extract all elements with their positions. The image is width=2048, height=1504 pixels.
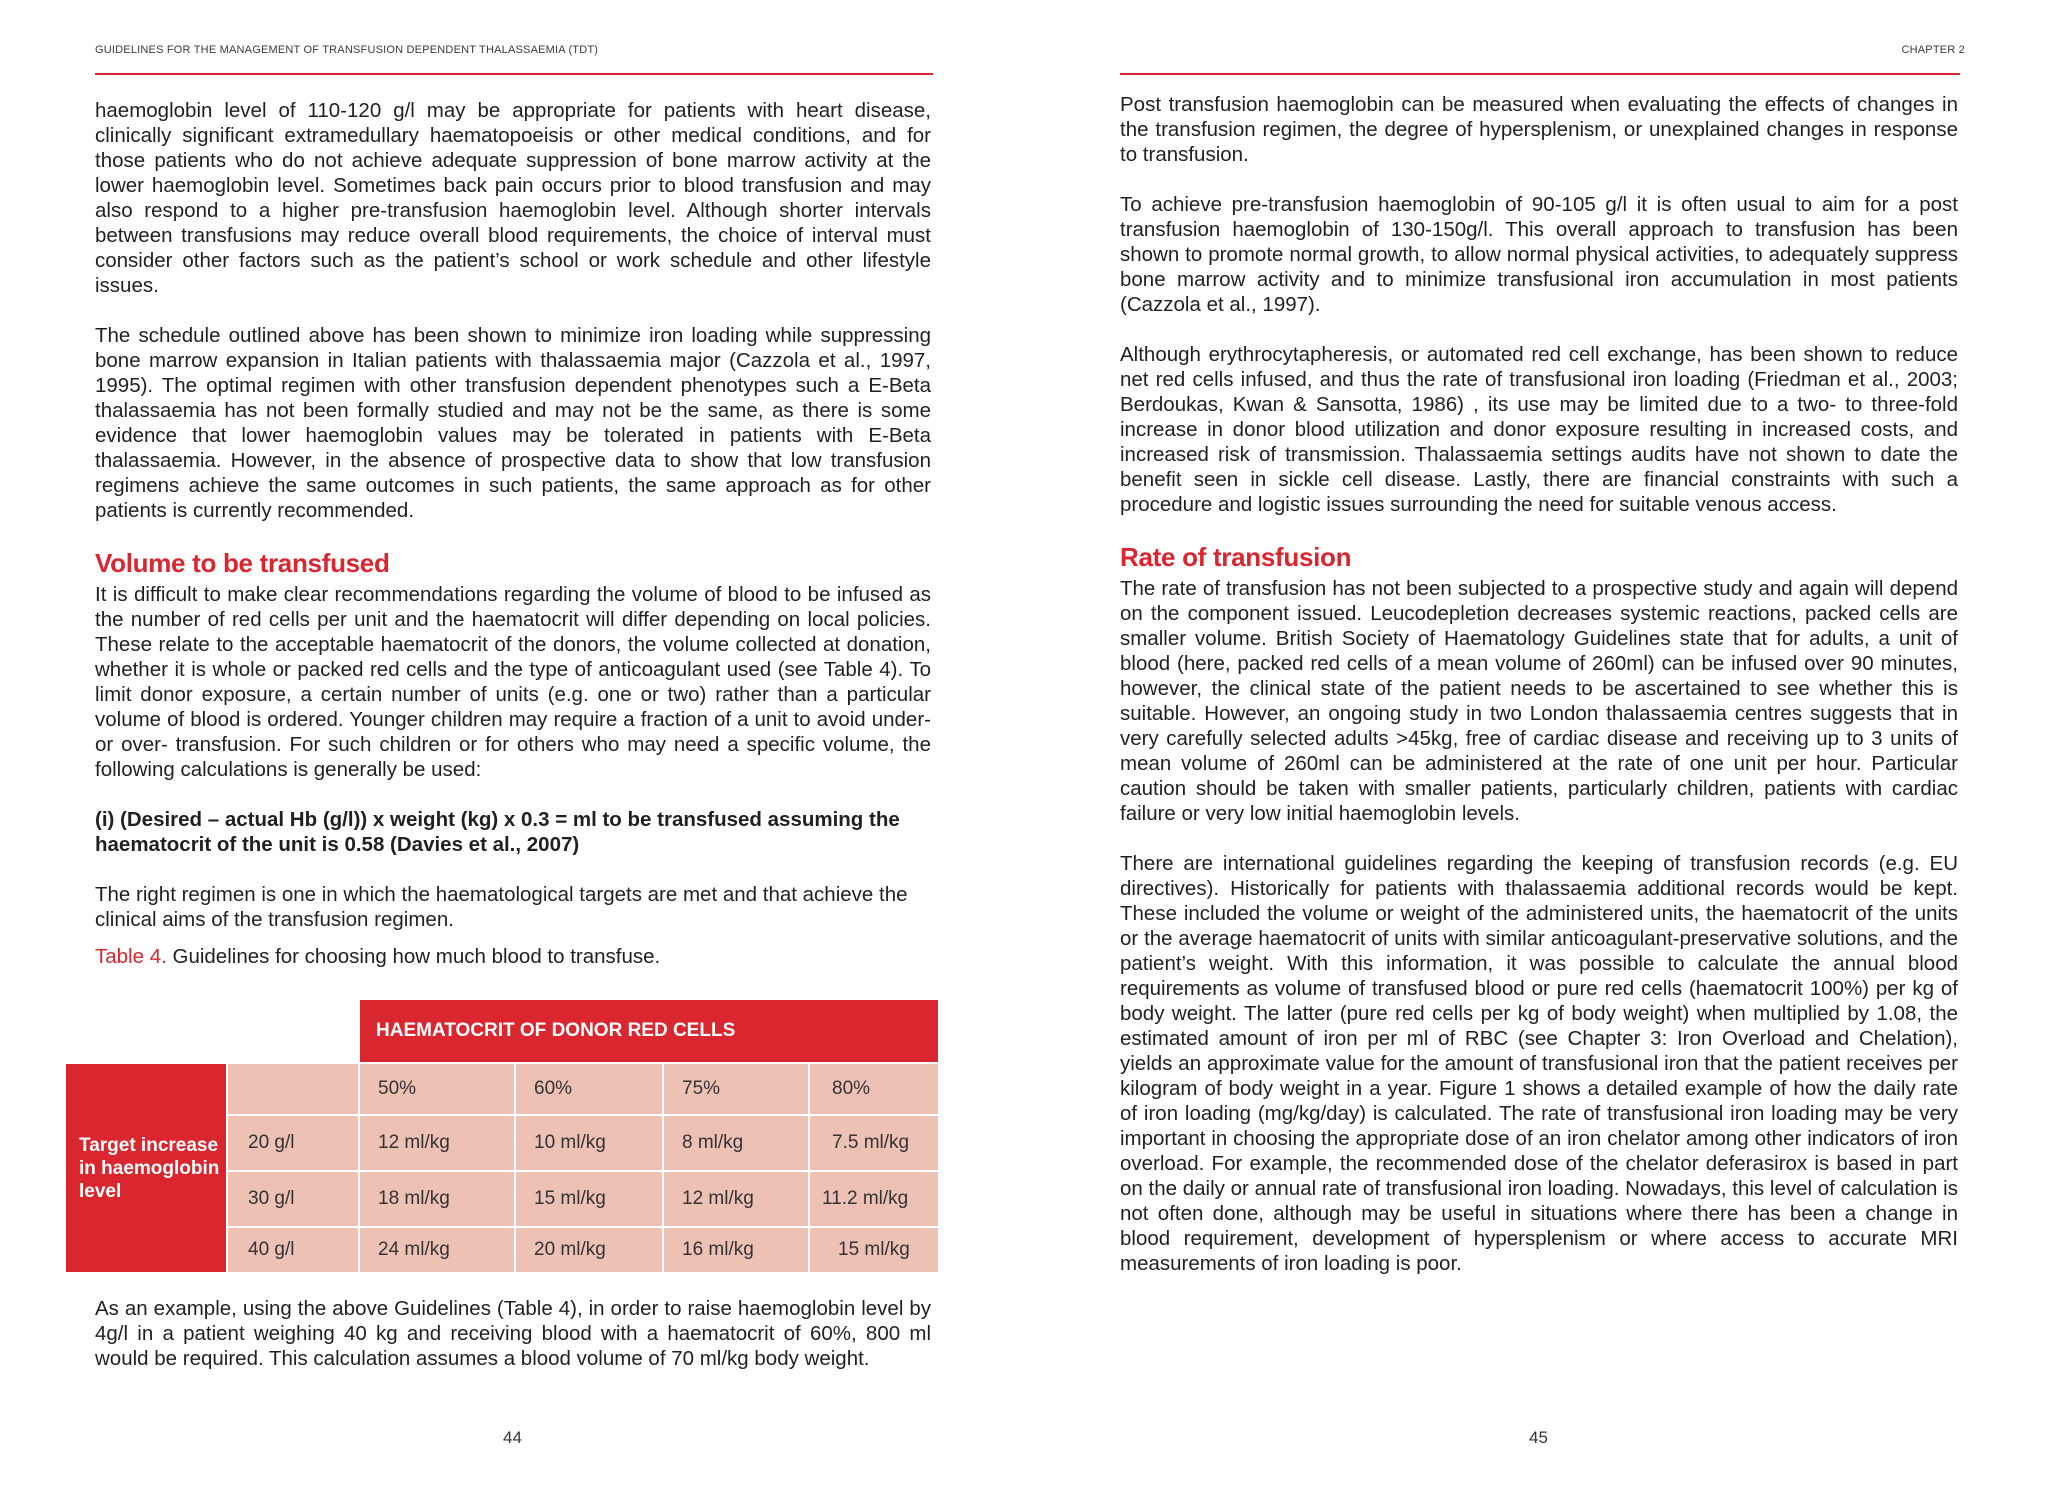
- page-number: 44: [503, 1428, 522, 1447]
- table-cell: 11.2 ml/kg: [810, 1172, 938, 1226]
- table-caption-text: Guidelines for choosing how much blood to transfuse.: [166, 945, 661, 968]
- left-page-footer-body: [95, 1296, 931, 1396]
- section-heading-volume: Volume to be transfused: [95, 548, 390, 578]
- table-caption: [95, 944, 931, 969]
- table-cell: 24 ml/kg: [360, 1228, 514, 1272]
- paragraph: To achieve pre-transfusion haemoglobin of 90-105 g/l it is often usual to aim for a post transfusion haemoglobin of 130-150g/l. This overall approach to transfusion has been shown to promote normal growth, to allow normal physical activities, to adequately suppress bone marrow activity and to minimize transfusional iron accumulation in most patients (Cazzola et al., 1997).: [1120, 193, 1958, 316]
- table-cell: 12 ml/kg: [664, 1172, 808, 1226]
- table-row-label: 30 g/l: [228, 1172, 358, 1226]
- header-rule-right: [1120, 73, 1960, 75]
- paragraph: There are international guidelines regarding the keeping of transfusion records (e.g. EU directives). Historically for patients with thalassaemia additional records would be kept. These included the volume or weight of the administered units, the haematocrit of the units or the average haematocrit of units with similar anticoagulant-preservative solutions, and the patient’s weight. With this information, it was possible to calculate the annual blood requirements as volume of transfused blood or pure red cells (haematocrit 100%) per kg of body weight. The latter (pure red cells per kg of body weight) when multiplied by 1.08, the estimated amount of iron per ml of RBC (see Chapter 3: Iron Overload and Chelation), yields an approximate value for the amount of transfusional iron that the patient receives per kilogram of body weight in a year. Figure 1 shows a detailed example of how the daily rate of iron loading (mg/kg/day) is calculated. The rate of transfusional iron loading may be very important in choosing the appropriate dose of an iron chelator among other indicators of iron overload. For example, the recommended dose of the chelator deferasirox is based in part on the daily or annual rate of transfusional iron loading. Nowadays, this level of calculation is not often done, although may be useful in situations where there has been a change in blood requirement, development of hypersplenism or where access to accurate MRI measurements of iron loading is poor.: [1120, 852, 1958, 1275]
- transfusion-volume-table: [66, 1000, 938, 1272]
- paragraph: As an example, using the above Guidelines (Table 4), in order to raise haemoglobin level by 4g/l in a patient weighing 40 kg and receiving blood with a haematocrit of 60%, 800 ml would be required. This calculation assumes a blood volume of 70 ml/kg body weight.: [95, 1297, 931, 1370]
- table-cell: 20 ml/kg: [516, 1228, 662, 1272]
- header-rule-left: [95, 73, 933, 75]
- table-cell: 15 ml/kg: [516, 1172, 662, 1226]
- paragraph: The rate of transfusion has not been subjected to a prospective study and again will depend on the component issued. Leucodepletion decreases systemic reactions, packed cells are smaller volume. British Society of Haematology Guidelines state that for adults, a unit of blood (here, packed red cells of a mean volume of 260ml) can be infused over 90 minutes, however, the clinical state of the patient needs to be ascertained to see whether this is suitable. However, an ongoing study in two London thalassaemia centres suggests that in very carefully selected adults >45kg, free of cardiac disease and receiving up to 3 units of mean volume of 260ml can be administered at the rate of one unit per hour. Particular caution should be taken with smaller patients, particularly children, patients with cardiac failure or very low initial haemoglobin levels.: [1120, 577, 1958, 825]
- table-header: HAEMATOCRIT OF DONOR RED CELLS: [360, 1000, 938, 1062]
- table-corner-cell: [228, 1064, 358, 1114]
- table-cell: 15 ml/kg: [810, 1228, 938, 1272]
- formula: (i) (Desired – actual Hb (g/l)) x weight (kg) x 0.3 = ml to be transfused assuming the haematocrit of the unit is 0.58 (Davies et al., 2007): [95, 808, 900, 856]
- page-number: 45: [1529, 1428, 1548, 1447]
- right-page: [1024, 0, 2048, 1504]
- right-page-body: [1120, 92, 1958, 1301]
- running-head-left: GUIDELINES FOR THE MANAGEMENT OF TRANSFUSION DEPENDENT THALASSAEMIA (TDT): [95, 44, 599, 56]
- table-column-header: 80%: [810, 1064, 938, 1114]
- paragraph: The schedule outlined above has been shown to minimize iron loading while suppressing bone marrow expansion in Italian patients with thalassaemia major (Cazzola et al., 1997, 1995). The optimal regimen with other transfusion dependent phenotypes such a E-Beta thalassaemia has not been formally studied and may not be the same, as there is some evidence that lower haemoglobin values may be tolerated in patients with E-Beta thalassaemia. However, in the absence of prospective data to show that low transfusion regimens achieve the same outcomes in such patients, the same approach as for other patients is currently recommended.: [95, 324, 931, 522]
- table-cell: 18 ml/kg: [360, 1172, 514, 1226]
- section-heading-rate: Rate of transfusion: [1120, 542, 1352, 572]
- table-caption-label: Table 4.: [95, 945, 167, 968]
- paragraph: Post transfusion haemoglobin can be measured when evaluating the effects of changes in the transfusion regimen, the degree of hypersplenism, or unexplained changes in response to transfusion.: [1120, 93, 1958, 166]
- table-column-header: 60%: [516, 1064, 662, 1114]
- table-row-label: 20 g/l: [228, 1116, 358, 1170]
- table-row-label: 40 g/l: [228, 1228, 358, 1272]
- left-page-body: [95, 98, 931, 969]
- table-cell: 12 ml/kg: [360, 1116, 514, 1170]
- paragraph: The right regimen is one in which the haematological targets are met and that achieve the clinical aims of the transfusion regimen.: [95, 883, 908, 931]
- table-column-header: 75%: [664, 1064, 808, 1114]
- table-column-header: 50%: [360, 1064, 514, 1114]
- paragraph: Although erythrocytapheresis, or automated red cell exchange, has been shown to reduce net red cells infused, and thus the rate of transfusional iron loading (Friedman et al., 2003; Berdoukas, Kwan & Sansotta, 1986) , its use may be limited due to a two- to three-fold increase in donor blood utilization and donor exposure resulting in increased costs, and increased risk of transmission. Thalassaemia settings audits have not shown to date the benefit seen in sickle cell disease. Lastly, there are financial constraints with such a procedure and logistic issues surrounding the need for suitable venous access.: [1120, 343, 1958, 516]
- table-cell: 7.5 ml/kg: [810, 1116, 938, 1170]
- paragraph: It is difficult to make clear recommendations regarding the volume of blood to be infused as the number of red cells per unit and the haematocrit will differ depending on local policies. These relate to the acceptable haematocrit of the donors, the volume collected at donation, whether it is whole or packed red cells and the type of anticoagulant used (see Table 4). To limit donor exposure, a certain number of units (e.g. one or two) rather than a particular volume of blood is ordered. Younger children may require a fraction of a unit to avoid under- or over- transfusion. For such children or for others who may need a specific volume, the following calculations is generally be used:: [95, 583, 931, 781]
- table-cell: 16 ml/kg: [664, 1228, 808, 1272]
- table-cell: 8 ml/kg: [664, 1116, 808, 1170]
- running-head-right: CHAPTER 2: [1901, 44, 1965, 56]
- table-side-label: Target increase in haemoglobin level: [66, 1064, 226, 1272]
- paragraph: haemoglobin level of 110-120 g/l may be appropriate for patients with heart disease, clinically significant extramedullary haematopoeisis or other medical conditions, and for those patients who do not achieve adequate suppression of bone marrow activity at the lower haemoglobin level. Sometimes back pain occurs prior to blood transfusion and may also respond to a higher pre-transfusion haemoglobin level. Although shorter intervals between transfusions may reduce overall blood requirements, the choice of interval must consider other factors such as the patient’s school or work schedule and other lifestyle issues.: [95, 99, 931, 297]
- table-cell: 10 ml/kg: [516, 1116, 662, 1170]
